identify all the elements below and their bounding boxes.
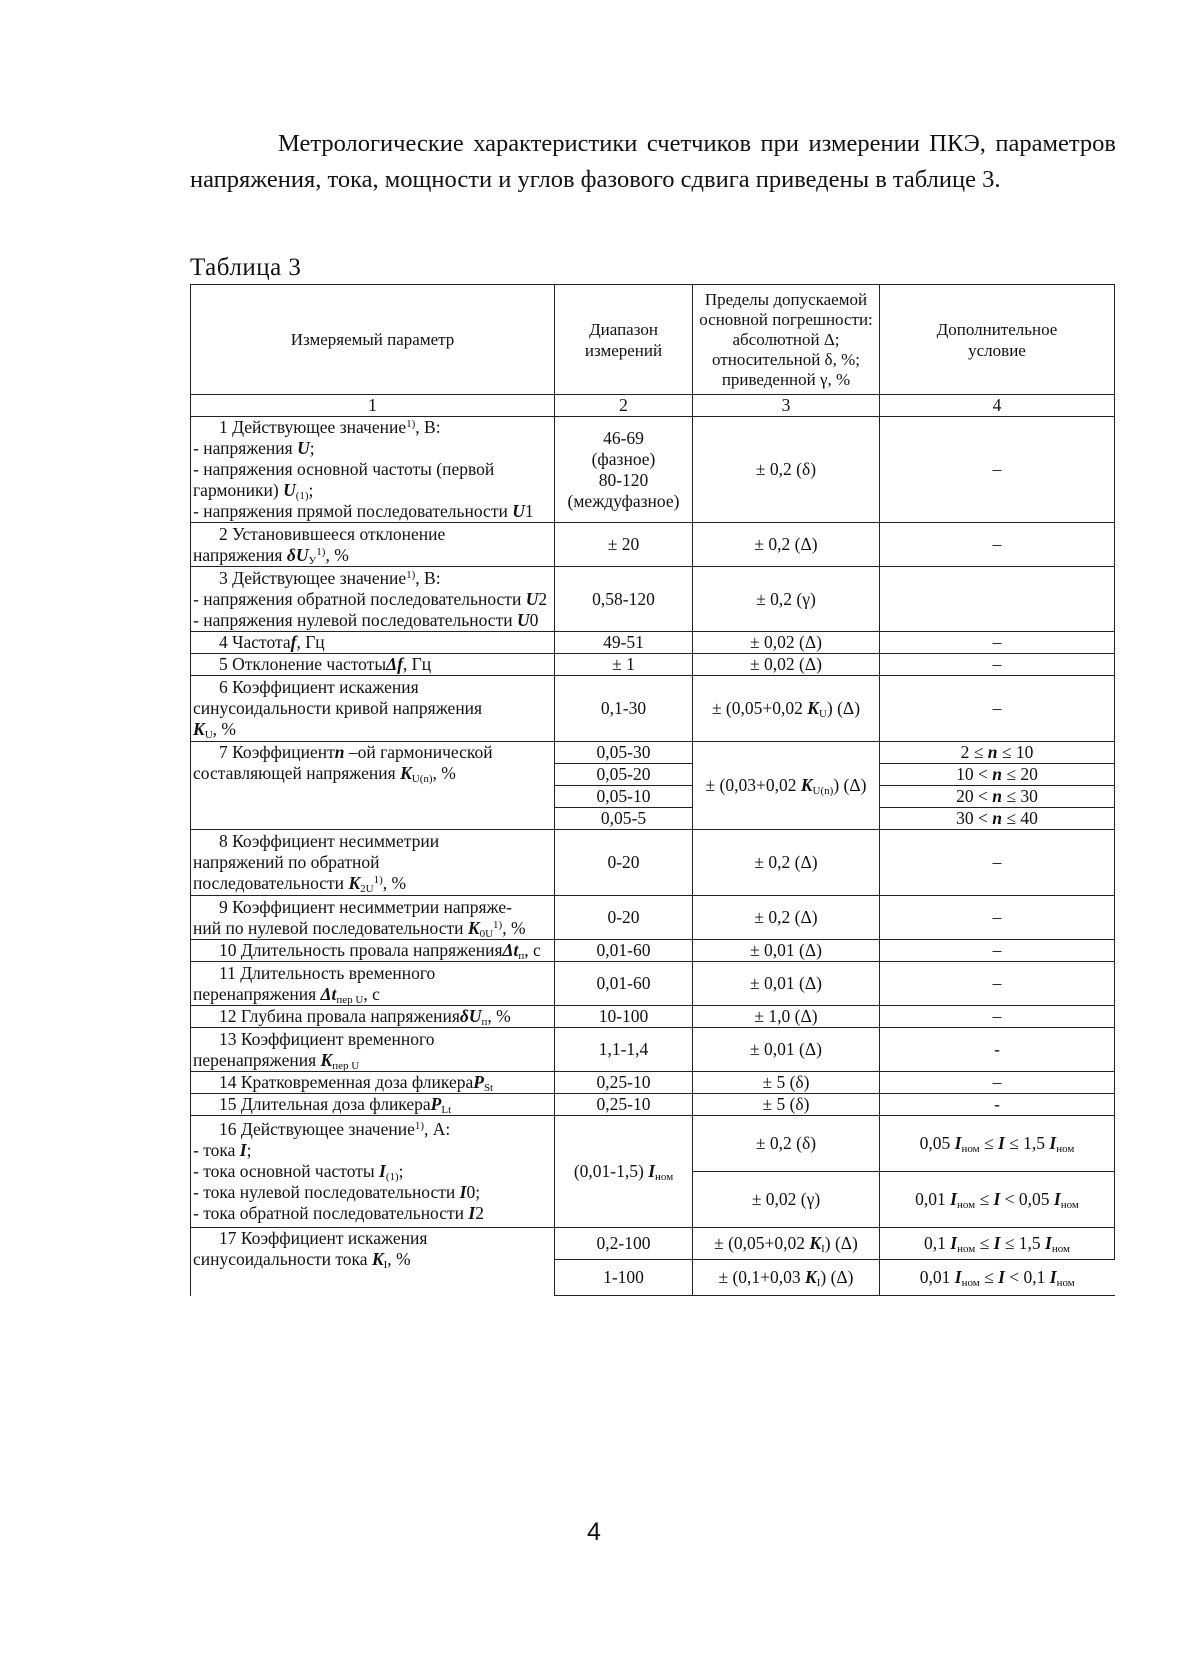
- table-row: [191, 567, 1115, 632]
- condition-cell: –: [880, 940, 1115, 962]
- header-range: Диапазон измерений: [555, 285, 693, 395]
- error-cell: ± (0,1+0,03 $K_I$) (Δ): [693, 1260, 880, 1296]
- condition-cell: -: [880, 1028, 1115, 1072]
- col-number-4: 4: [880, 395, 1115, 417]
- intro-paragraph: [190, 126, 1116, 198]
- range-cell: 46-69 (фазное) 80-120 (междуфазное): [555, 417, 693, 523]
- table-row: [191, 417, 1115, 523]
- condition-cell: 2 ≤ n ≤ 10: [880, 742, 1115, 764]
- param-cell: 15 Длительная доза фликераP$_{Lt}$: [191, 1094, 555, 1116]
- table-row: [191, 1072, 1115, 1094]
- range-cell: 0,25-10: [555, 1072, 693, 1094]
- table-row: [191, 1094, 1115, 1116]
- param-cell: 4 Частотаf, Гц: [191, 632, 555, 654]
- condition-cell: –: [880, 417, 1115, 523]
- header-additional-condition: Дополнительное условие: [880, 285, 1115, 395]
- error-cell: ± 0,2 (Δ): [693, 896, 880, 940]
- metrology-table: [190, 284, 1115, 1296]
- range-cell: (0,01-1,5) $I_{ном}$: [555, 1116, 693, 1228]
- condition-cell: –: [880, 654, 1115, 676]
- range-cell: 0,1-30: [555, 676, 693, 742]
- range-cell: 0,05-20: [555, 764, 693, 786]
- range-cell: 0,05-10: [555, 786, 693, 808]
- condition-cell: –: [880, 632, 1115, 654]
- range-cell: 0,58-120: [555, 567, 693, 632]
- param-cell: 12 Глубина провала напряженияδU$_п$, %: [191, 1006, 555, 1028]
- condition-cell: –: [880, 1072, 1115, 1094]
- condition-cell: [880, 567, 1115, 632]
- param-cell: 16 Действующее значение$^{1)}$, А: - тока I; - тока основной частоты $I_{(1)}$; - тока нулевой последовательности I0; - тока обратной последовательности I2: [191, 1116, 555, 1228]
- range-cell: ± 20: [555, 523, 693, 567]
- param-cell: 13 Коэффициент временного перенапряжения $K_{пер U}$: [191, 1028, 555, 1072]
- param-cell: 5 Отклонение частотыΔf, Гц: [191, 654, 555, 676]
- param-cell: 11 Длительность временного перенапряжения $\Delta t_{пер U}$, с: [191, 962, 555, 1006]
- param-cell: 9 Коэффициент несимметрии напряже- ний по нулевой последовательности $K_{0U}^{1)}$, %: [191, 896, 555, 940]
- table-row: [191, 1006, 1115, 1028]
- param-cell: 6 Коэффициент искажения синусоидальности кривой напряжения $K_U$, %: [191, 676, 555, 742]
- table-row: [191, 962, 1115, 1006]
- error-cell: ± 0,01 (Δ): [693, 1028, 880, 1072]
- table-row: [191, 676, 1115, 742]
- header-measured-parameter: Измеряемый параметр: [191, 285, 555, 395]
- page-number: 4: [587, 1518, 601, 1546]
- error-cell: ± 0,02 (Δ): [693, 654, 880, 676]
- param-cell: 3 Действующее значение$^{1)}$, В: - напряжения обратной последовательности U2 - напряжения нулевой последовательности U0: [191, 567, 555, 632]
- condition-cell: 0,01 $I_{ном} \le I < 0,1$ $I_{ном}$: [880, 1260, 1115, 1296]
- table-row: [191, 830, 1115, 896]
- param-cell: 14 Кратковременная доза фликераP$_{St}$: [191, 1072, 555, 1094]
- table-row: [191, 523, 1115, 567]
- param-cell: 17 Коэффициент искажения синусоидальности тока $K_I$, %: [191, 1228, 555, 1296]
- table-row: [191, 940, 1115, 962]
- error-cell: ± (0,03+0,02 $K_{U(n)}$) (Δ): [693, 742, 880, 830]
- condition-cell: 10 < n ≤ 20: [880, 764, 1115, 786]
- error-cell: ± 5 (δ): [693, 1072, 880, 1094]
- range-cell: 0,05-30: [555, 742, 693, 764]
- error-cell: ± 0,02 (Δ): [693, 632, 880, 654]
- table-row: [191, 1228, 1115, 1260]
- range-cell: 0,01-60: [555, 940, 693, 962]
- param-cell: 8 Коэффициент несимметрии напряжений по обратной последовательности $K_{2U}^{1)}$, %: [191, 830, 555, 896]
- condition-cell: –: [880, 830, 1115, 896]
- table-row: [191, 654, 1115, 676]
- condition-cell: 30 < n ≤ 40: [880, 808, 1115, 830]
- range-cell: 1-100: [555, 1260, 693, 1296]
- col-number-2: 2: [555, 395, 693, 417]
- condition-cell: 0,01 $I_{ном} \le I < 0,05$ $I_{ном}$: [880, 1172, 1115, 1228]
- condition-cell: 0,05 $I_{ном} \le I \le 1,5$ $I_{ном}$: [880, 1116, 1115, 1172]
- param-cell: 7 Коэффициентn –ой гармонической составляющей напряжения $K_{U(n)}$, %: [191, 742, 555, 830]
- table-row: [191, 1116, 1115, 1172]
- range-cell: 0-20: [555, 830, 693, 896]
- col-number-3: 3: [693, 395, 880, 417]
- condition-cell: –: [880, 962, 1115, 1006]
- condition-cell: -: [880, 1094, 1115, 1116]
- error-cell: ± 0,2 (Δ): [693, 830, 880, 896]
- error-cell: ± 0,2 (δ): [693, 1116, 880, 1172]
- table-caption: Таблица 3: [190, 254, 302, 281]
- range-cell: 1,1-1,4: [555, 1028, 693, 1072]
- condition-cell: –: [880, 523, 1115, 567]
- param-cell: 1 Действующее значение$^{1)}$, В: - напряжения U; - напряжения основной частоты (первой гармоники) $U_{(1)}$; - напряжения прямой последовательности U1: [191, 417, 555, 523]
- table-header-row: [191, 285, 1115, 395]
- condition-cell: –: [880, 1006, 1115, 1028]
- table-row: [191, 632, 1115, 654]
- header-error-limits: Пределы допускаемой основной погрешности: абсолютной Δ; относительной δ, %; приведенной γ, %: [693, 285, 880, 395]
- error-cell: ± (0,05+0,02 $K_I$) (Δ): [693, 1228, 880, 1260]
- condition-cell: 0,1 $I_{ном} \le I \le 1,5$ $I_{ном}$: [880, 1228, 1115, 1260]
- error-cell: ± 1,0 (Δ): [693, 1006, 880, 1028]
- table-row: [191, 896, 1115, 940]
- range-cell: ± 1: [555, 654, 693, 676]
- col-number-1: 1: [191, 395, 555, 417]
- range-cell: 0,01-60: [555, 962, 693, 1006]
- range-cell: 0-20: [555, 896, 693, 940]
- param-cell: 2 Установившееся отклонение напряжения $\delta U_У^{1)}$, %: [191, 523, 555, 567]
- error-cell: ± (0,05+0,02 $K_U$) (Δ): [693, 676, 880, 742]
- range-cell: 0,25-10: [555, 1094, 693, 1116]
- range-cell: 0,05-5: [555, 808, 693, 830]
- param-cell: 10 Длительность провала напряженияΔt$_п$, с: [191, 940, 555, 962]
- error-cell: ± 0,01 (Δ): [693, 940, 880, 962]
- condition-cell: –: [880, 896, 1115, 940]
- error-cell: ± 0,01 (Δ): [693, 962, 880, 1006]
- condition-cell: 20 < n ≤ 30: [880, 786, 1115, 808]
- error-cell: ± 0,2 (Δ): [693, 523, 880, 567]
- range-cell: 49-51: [555, 632, 693, 654]
- error-cell: ± 0,2 (γ): [693, 567, 880, 632]
- error-cell: ± 5 (δ): [693, 1094, 880, 1116]
- column-number-row: [191, 395, 1115, 417]
- error-cell: ± 0,2 (δ): [693, 417, 880, 523]
- range-cell: 10-100: [555, 1006, 693, 1028]
- table-row: [191, 742, 1115, 764]
- table-row: [191, 1028, 1115, 1072]
- error-cell: ± 0,02 (γ): [693, 1172, 880, 1228]
- condition-cell: –: [880, 676, 1115, 742]
- intro-text: Метрологические характеристики счетчиков при измерении ПКЭ, параметров напряжения, тока, мощности и углов фазового сдвига приведены в таблице 3.: [190, 130, 1116, 193]
- range-cell: 0,2-100: [555, 1228, 693, 1260]
